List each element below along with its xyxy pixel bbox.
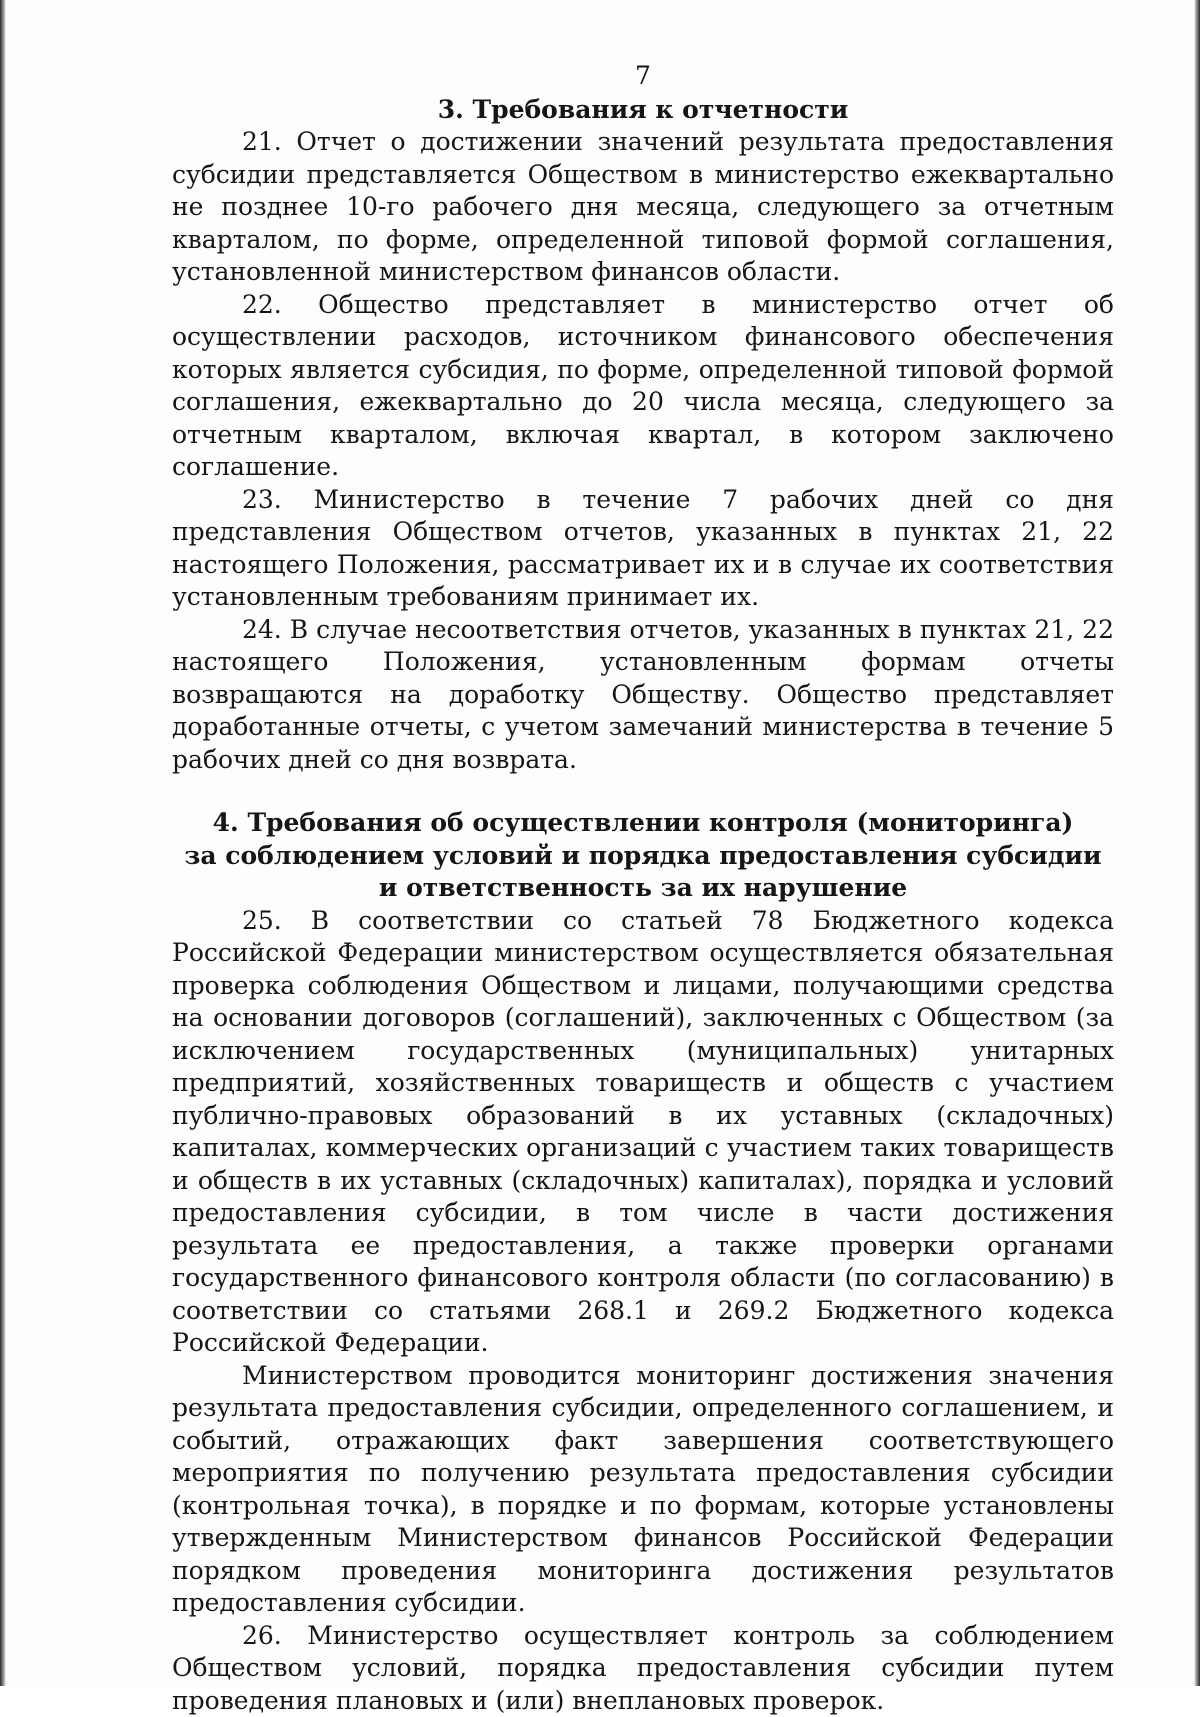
paragraph-26: 26. Министерство осуществляет контроль за соблюдением Обществом условий, порядка предоставления субсидии путем проведения плановых и (или) внеплановых проверок.: [172, 1620, 1114, 1717]
scan-edge-right: [1194, 0, 1200, 1686]
paragraph-23: 23. Министерство в течение 7 рабочих дней со дня представления Обществом отчетов, указанных в пунктах 21, 22 настоящего Положения, рассматривает их и в случае их соответствия установленным требованиям принимает их.: [172, 484, 1114, 614]
section-4: [172, 807, 1114, 1717]
section-4-heading-line-2: за соблюдением условий и порядка предоставления субсидии: [172, 840, 1114, 873]
section-4-heading-line-3: и ответственность за их нарушение: [172, 872, 1114, 905]
paragraph-25: 25. В соответствии со статьей 78 Бюджетного кодекса Российской Федерации министерством осуществляется обязательная проверка соблюдения Обществом и лицами, получающими средства на основании договоров (соглашений), заключенных с Обществом (за исключением государственных (муниципальных) унитарных предприятий, хозяйственных товариществ и обществ с участием публично-правовых образований в их уставных (складочных) капиталах, коммерческих организаций с участием таких товариществ и обществ в их уставных (складочных) капиталах), порядка и условий предоставления субсидии, в том числе в части достижения результата ее предоставления, а также проверки органами государственного финансового контроля области (по согласованию) в соответствии со статьями 268.1 и 269.2 Бюджетного кодекса Российской Федерации.: [172, 905, 1114, 1360]
paragraph-24: 24. В случае несоответствия отчетов, указанных в пунктах 21, 22 настоящего Положения, установленным формам отчеты возвращаются на доработку Обществу. Общество представляет доработанные отчеты, с учетом замечаний министерства в течение 5 рабочих дней со дня возврата.: [172, 614, 1114, 777]
document-body: [172, 60, 1114, 1717]
section-4-heading-line-1: 4. Требования об осуществлении контроля (мониторинга): [172, 807, 1114, 840]
section-3: [172, 94, 1114, 777]
paragraph-22: 22. Общество представляет в министерство отчет об осуществлении расходов, источником финансового обеспечения которых является субсидия, по форме, определенной типовой формой соглашения, ежеквартально до 20 числа месяца, следующего за отчетным кварталом, включая квартал, в котором заключено соглашение.: [172, 289, 1114, 484]
paragraph-21: 21. Отчет о достижении значений результата предоставления субсидии представляется Обществом в министерство ежеквартально не позднее 10-го рабочего дня месяца, следующего за отчетным кварталом, по форме, определенной типовой формой соглашения, установленной министерством финансов области.: [172, 126, 1114, 289]
paragraph-monitoring: Министерством проводится мониторинг достижения значения результата предоставления субсидии, определенного соглашением, и событий, отражающих факт завершения соответствующего мероприятия по получению результата предоставления субсидии (контрольная точка), в порядке и по формам, которые установлены утвержденным Министерством финансов Российской Федерации порядком проведения мониторинга достижения результатов предоставления субсидии.: [172, 1360, 1114, 1620]
section-3-heading: 3. Требования к отчетности: [172, 94, 1114, 127]
page-number: 7: [172, 60, 1114, 93]
scan-edge-left: [0, 0, 6, 1686]
